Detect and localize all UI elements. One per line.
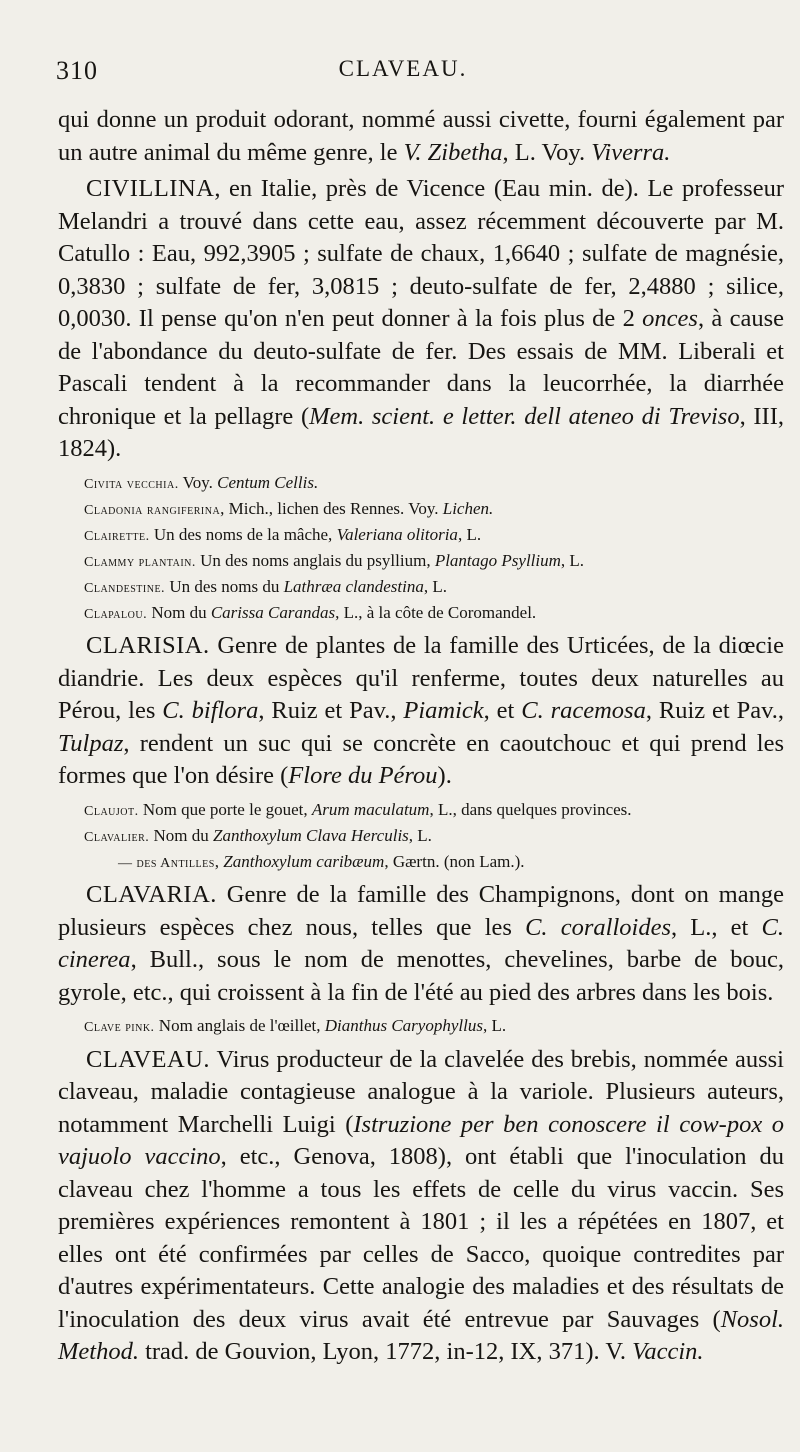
species-name: V. Zibetha (403, 138, 503, 166)
headword: CLAVARIA. (86, 881, 217, 908)
text: , L. Voy. (502, 138, 592, 166)
headword: Clave pink. (84, 1020, 155, 1035)
text: , Mich., lichen des Rennes. Voy. (220, 498, 443, 518)
text: , L. (457, 524, 482, 544)
minor-entry (58, 602, 784, 627)
italic-text: Centum Cellis. (217, 472, 319, 492)
text: Virus producteur de la clavelée des brebis, nommée aussi claveau, maladie contagieuse analogue à la variole. Plusieurs auteurs, notamment Marchelli Luigi ( (58, 1045, 784, 1138)
page-number: 310 (56, 56, 98, 85)
minor-entry (58, 472, 784, 497)
minor-entry (58, 1015, 784, 1040)
text: , Ruiz et Pav., (258, 697, 404, 724)
headword: CLAVEAU. (86, 1045, 211, 1073)
italic-text: Zanthoxylum caribæum (223, 851, 385, 871)
italic-text: Valeriana olitoria (336, 524, 458, 544)
text: , etc., Genova, 1808), ont établi que l'inoculation du claveau chez l'homme a tous les effets de celle du virus vaccin. Ses premières expériences remontent à 1801 ; il les a répétées en 1807, et elles ont été confirmées par celles de Sacco, quoique contredites par d'autres expérimentateurs. Cette analogie des maladies et des résultats de l'inoculation des deux virus avait été entrevue par Sauvages ( (58, 1143, 784, 1333)
text: , en Italie, près de Vicence (Eau min. de). Le professeur Melandri a trouvé dans cette eau, assez récemment découverte par M. Catullo : Eau, 992,3905 ; sulfate de chaux, 1,6640 ; sulfate de magnésie, 0,3830 ; sulfate de fer, 3,0815 ; deuto-sulfate de fer, 2,4880 ; silice, 0,0030. Il pense qu'on n'en peut donner à la fois plus de 2 (58, 175, 784, 332)
text: , L. (408, 825, 432, 845)
italic-text: Tulpaz (58, 729, 124, 757)
text: Genre de la famille des Champignons, dont on mange plusieurs espèces chez nous, telles que les (58, 881, 784, 941)
page-header (56, 56, 750, 90)
cross-reference: Viverra. (591, 138, 671, 166)
entry-claveau (58, 1044, 784, 1369)
text: qui donne un produit odorant, nommé aussi civette, fourni également par un autre animal du même genre, le (58, 106, 784, 166)
cross-reference: Vaccin. (632, 1338, 704, 1365)
text: trad. de Gouvion, Lyon, 1772, in-12, IX, 371). V. (138, 1338, 633, 1365)
citation: Flore du Pérou (288, 762, 438, 789)
headword: Cladonia rangiferina (84, 502, 221, 518)
italic-text: Piamick (403, 697, 484, 724)
text: , (214, 851, 224, 871)
minor-entry (58, 498, 784, 523)
headword: — des Antilles (118, 855, 215, 871)
text: Nom du (149, 825, 213, 845)
text: Un des noms de la mâche, (149, 524, 337, 544)
minor-entry (58, 550, 784, 575)
citation: Nosol. Method. (58, 1305, 784, 1365)
headword: Clavalier. (84, 829, 150, 845)
text: , III, 1824). (58, 402, 784, 462)
italic-text: Arum maculatum (311, 799, 430, 819)
headword: Clairette. (84, 528, 150, 544)
text: Nom que porte le gouet, (138, 799, 312, 819)
entry-clarisia (58, 630, 784, 793)
text: Genre de plantes de la famille des Urticées, de la diœcie diandrie. Les deux espèces qu'il renferme, toutes deux naturelles au Pérou, les (58, 632, 784, 724)
text: , L. (482, 1016, 507, 1035)
minor-entries-1 (58, 472, 784, 627)
entry-continuation (58, 104, 784, 169)
minor-entries-3 (58, 1015, 784, 1040)
entry-clavaria (58, 879, 784, 1009)
minor-entry (58, 799, 784, 824)
text: , L. (560, 550, 585, 570)
italic-text: Plantago Psyllium (434, 550, 561, 570)
text: , Ruiz et Pav., (645, 697, 785, 724)
text: ). (437, 762, 452, 789)
headword: CLARISIA. (86, 632, 210, 659)
text: Nom du (147, 602, 211, 622)
text: , L., et (670, 913, 762, 941)
headword: Claujot. (84, 803, 139, 819)
headword: CIVILLINA (86, 175, 215, 202)
headword: Clammy plantain. (84, 554, 196, 570)
text: Nom anglais de l'œillet, (154, 1016, 325, 1035)
text: , Gærtn. (non Lam.). (384, 851, 525, 871)
text: , L. (423, 576, 447, 596)
minor-entry (58, 851, 784, 876)
italic-text: Zanthoxylum Clava Herculis (213, 825, 409, 845)
minor-entries-2 (58, 799, 784, 876)
species-name: C. racemosa (521, 697, 646, 724)
citation: Istruzione per ben conoscere il cow-pox o vajuolo vaccino (58, 1110, 784, 1170)
entry-civillina (58, 173, 784, 466)
citation: Mem. scient. e letter. dell ateneo di Treviso (309, 402, 740, 430)
text: , à cause de l'abondance du deuto-sulfate de fer. Des essais de MM. Liberali et Pascali tendent à la recommander dans la leucorrhée, la diarrhée chronique et la pellagre ( (58, 305, 784, 430)
text: , et (483, 697, 522, 724)
species-name: C. biflora (162, 697, 259, 724)
text: Un des noms anglais du psyllium, (195, 550, 435, 570)
italic-text: Lathræa clandestina (283, 576, 424, 596)
italic-text: Lichen. (442, 498, 494, 518)
headword: Clapalou. (84, 606, 148, 622)
minor-entry (58, 825, 784, 850)
running-head: CLAVEAU. (338, 56, 468, 81)
italic-text: onces (642, 305, 698, 332)
minor-entry (58, 524, 784, 549)
text: , L., dans quelques provinces. (429, 799, 632, 819)
headword: Civita vecchia. (84, 476, 179, 492)
text: , Bull., sous le nom de menottes, chevelines, barbe de bouc, gyrole, etc., qui croissent à la fin de l'été au pied des arbres dans les bois. (58, 946, 784, 1006)
italic-text: Dianthus Caryophyllus (324, 1016, 483, 1035)
headword: Clandestine. (84, 580, 166, 596)
text: Voy. (178, 472, 218, 492)
minor-entry (58, 576, 784, 601)
text: , rendent un suc qui se concrète en caoutchouc et qui prend les formes que l'on désire ( (58, 729, 784, 789)
page-body (58, 104, 784, 1369)
species-name: C. cinerea (58, 913, 784, 973)
text: Un des noms du (165, 576, 284, 596)
text: , L., à la côte de Coromandel. (335, 602, 537, 622)
italic-text: Carissa Carandas (210, 602, 336, 622)
species-name: C. coralloides (525, 913, 671, 941)
